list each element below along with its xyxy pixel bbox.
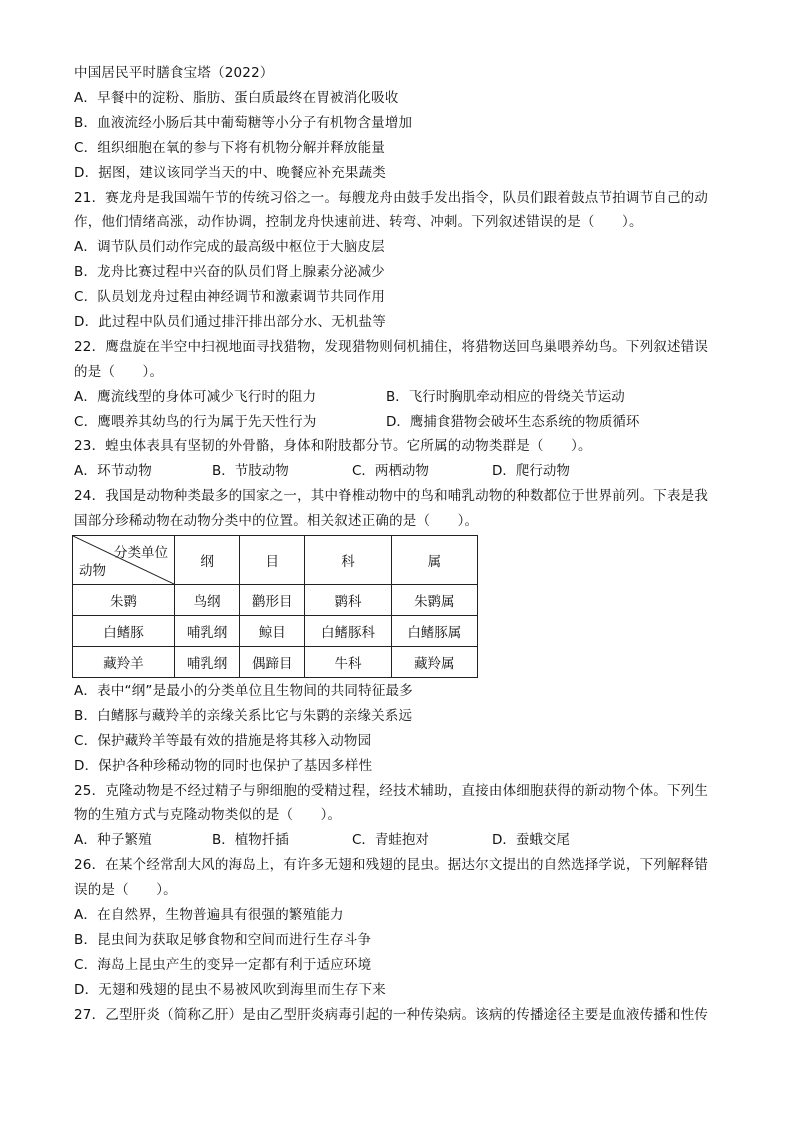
q22-stem-line1: 22．鹰盘旋在半空中扫视地面寻找猎物，发现猎物则伺机捕住，将猎物送回鸟巢喂养幼鸟。下列叙述错误 [74,339,709,355]
figure-caption: 中国居民平时膳食宝塔（2022） [74,65,274,81]
table-cell: 朱鹮 [73,585,175,616]
table-cell: 鸟纲 [175,585,240,616]
q20-option-b: B．血液流经小肠后其中葡萄糖等小分子有机物含量增加 [74,115,413,131]
q23-option-d: D．爬行动物 [492,463,570,479]
table-cell: 鹮科 [305,585,391,616]
q25-option-c: C．青蛙抱对 [352,832,429,848]
header-genus: 属 [391,536,477,585]
q20-option-a: A．早餐中的淀粉、脂肪、蛋白质最终在胃被消化吸收 [74,90,399,106]
q23-option-b: B．节肢动物 [212,463,289,479]
q20-option-d: D．据图，建议该同学当天的中、晚餐应补充果蔬类 [74,165,386,181]
q21-option-d: D．此过程中队员们通过排汗排出部分水、无机盐等 [74,314,386,330]
q21-option-a: A．调节队员们动作完成的最高级中枢位于大脑皮层 [74,239,385,255]
q24-option-a: A．表中“纲”是最小的分类单位且生物间的共同特征最多 [74,683,413,699]
header-family: 科 [305,536,391,585]
q25-stem-line2: 物的生殖方式与克隆动物类似的是（ ）。 [74,807,342,823]
q24-option-d: D．保护各种珍稀动物的同时也保护了基因多样性 [74,758,373,774]
q26-option-d: D．无翅和残翅的昆虫不易被风吹到海里而生存下来 [74,982,386,998]
table-cell: 哺乳纲 [175,616,240,647]
header-order: 目 [240,536,305,585]
q21-option-b: B．龙舟比赛过程中兴奋的队员们肾上腺素分泌减少 [74,264,385,280]
q25-stem-line1: 25．克隆动物是不经过精子与卵细胞的受精过程，经技术辅助，直接由体细胞获得的新动物个体。下列生 [74,783,709,799]
table-cell: 藏羚属 [391,647,477,678]
table-corner-cell [73,536,175,585]
header-class: 纲 [175,536,240,585]
table-cell: 牛科 [305,647,391,678]
q22-stem-line2: 的是（ ）。 [74,364,164,380]
table-cell: 朱鹮属 [391,585,477,616]
q26-option-c: C．海岛上昆虫产生的变异一定都有利于适应环境 [74,957,372,973]
q24-stem-line1: 24．我国是动物种类最多的国家之一，其中脊椎动物中的鸟和哺乳动物的种数都位于世界前列。下表是我 [74,488,709,504]
q26-option-b: B．昆虫间为获取足够食物和空间而进行生存斗争 [74,932,372,948]
q26-option-a: A．在自然界，生物普遍具有很强的繁殖能力 [74,907,344,923]
q25-option-b: B．植物扦插 [212,832,289,848]
q23-stem: 23．蝗虫体表具有坚韧的外骨骼，身体和附肢都分节。它所属的动物类群是（ ）。 [74,438,592,454]
q21-stem-line2: 作，他们情绪高涨，动作协调，控制龙舟快速前进、转弯、冲刺。下列叙述错误的是（ ）。 [74,214,643,230]
corner-top-label: 分类单位 [114,545,168,561]
q26-stem-line1: 26．在某个经常刮大风的海岛上，有许多无翅和残翅的昆虫。据达尔文提出的自然选择学说，下列解释错 [74,857,709,873]
table-cell: 白鳍豚 [73,616,175,647]
table-cell: 鲸目 [240,616,305,647]
q22-option-a: A．鹰流线型的身体可减少飞行时的阻力 [74,389,317,405]
q24-stem-line2: 国部分珍稀动物在动物分类中的位置。相关叙述正确的是（ ）。 [74,513,479,529]
table-header-row [73,536,478,585]
table-cell: 鹳形目 [240,585,305,616]
classification-table [72,535,478,678]
q26-stem-line2: 误的是（ ）。 [74,882,177,898]
q20-option-c: C．组织细胞在氧的参与下将有机物分解并释放能量 [74,140,386,156]
table-cell: 白鳍豚科 [305,616,391,647]
q22-option-d: D．鹰捕食猎物会破坏生态系统的物质循环 [386,414,640,430]
q23-option-a: A．环节动物 [74,463,152,479]
q25-option-d: D．蚕蛾交尾 [492,832,570,848]
q24-option-b: B．白鳍豚与藏羚羊的亲缘关系比它与朱鹮的亲缘关系远 [74,708,413,724]
table-row [73,585,478,616]
q22-option-c: C．鹰喂养其幼鸟的行为属于先天性行为 [74,414,317,430]
q24-option-c: C．保护藏羚羊等最有效的措施是将其移入动物园 [74,733,372,749]
q21-stem-line1: 21．赛龙舟是我国端午节的传统习俗之一。每艘龙舟由鼓手发出指令，队员们跟着鼓点节拍调节自己的动 [74,190,709,206]
q27-stem-line1: 27．乙型肝炎（简称乙肝）是由乙型肝炎病毒引起的一种传染病。该病的传播途径主要是血液传播和性传 [74,1007,709,1023]
q25-option-a: A．种子繁殖 [74,832,152,848]
table-cell: 偶蹄目 [240,647,305,678]
table-cell: 藏羚羊 [73,647,175,678]
table-row [73,616,478,647]
q23-option-c: C．两栖动物 [352,463,429,479]
q22-option-b: B．飞行时胸肌牵动相应的骨绕关节运动 [386,389,625,405]
q21-option-c: C．队员划龙舟过程由神经调节和激素调节共同作用 [74,289,386,305]
corner-bottom-label: 动物 [79,563,106,579]
table-cell: 哺乳纲 [175,647,240,678]
table-cell: 白鳍豚属 [391,616,477,647]
table-row [73,647,478,678]
